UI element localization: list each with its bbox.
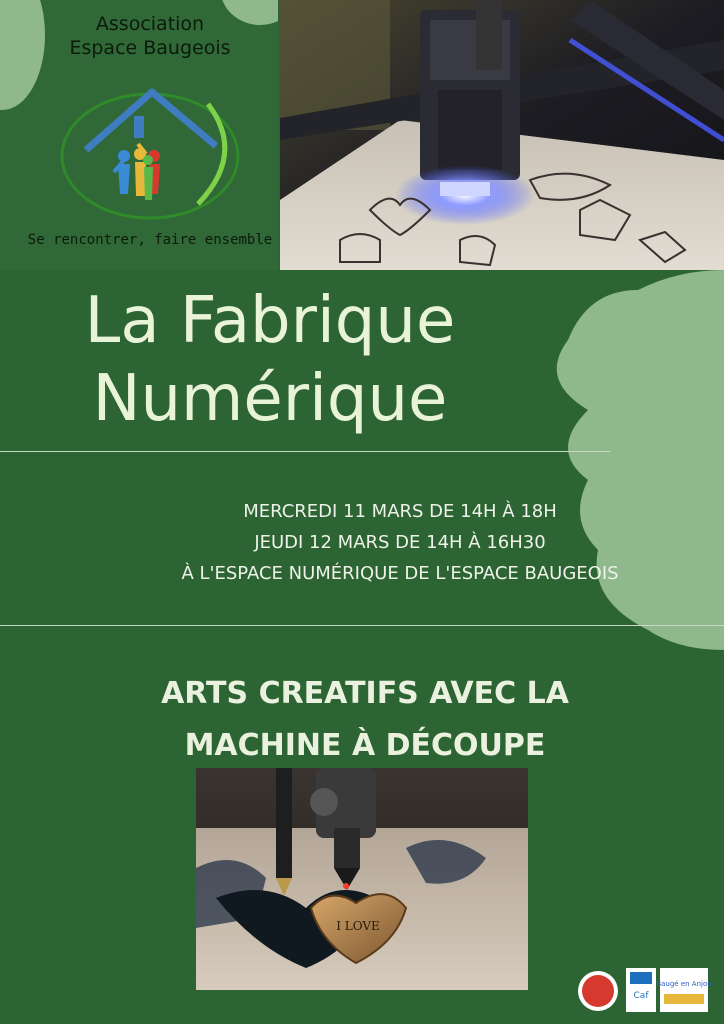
event-title <box>0 282 540 438</box>
divider <box>0 625 724 626</box>
association-name-line2: Espace Baugeois <box>69 37 231 59</box>
caf-label: Caf <box>633 991 649 1001</box>
community-seal-icon <box>582 975 614 1007</box>
laser-cut-heart-photo <box>196 768 528 990</box>
association-logo <box>58 84 244 226</box>
association-name-line1: Association <box>95 13 205 35</box>
activity-heading-line2: MACHINE À DÉCOUPE <box>184 728 546 763</box>
decorative-blob-right <box>528 270 724 650</box>
laser-machine-photo <box>280 0 724 270</box>
schedule-line2: JEUDI 12 MARS DE 14H À 16H30 <box>254 532 546 553</box>
activity-heading <box>60 668 670 772</box>
laser-cut-illustration <box>196 768 528 990</box>
schedule <box>140 496 660 589</box>
caf-logo-icon <box>630 972 652 984</box>
partner-logos-graphic <box>576 964 716 1014</box>
event-title-line2: Numérique <box>92 362 448 436</box>
laser-photo-illustration <box>280 0 724 270</box>
schedule-line1: MERCREDI 11 MARS DE 14H À 18H <box>243 501 557 522</box>
logo-panel <box>0 0 278 270</box>
bauge-label: Baugé en Anjou <box>656 980 712 988</box>
heart-engraving-text: I LOVE <box>336 919 380 933</box>
event-title-line1: La Fabrique <box>84 284 456 358</box>
schedule-line3: À L'ESPACE NUMÉRIQUE DE L'ESPACE BAUGEOIS <box>181 563 619 584</box>
divider <box>0 451 610 452</box>
bauge-logo-icon <box>664 994 704 1004</box>
partner-logos <box>576 964 716 1014</box>
association-name <box>0 12 278 60</box>
activity-heading-line1: ARTS CREATIFS AVEC LA <box>161 676 569 711</box>
association-tagline: Se rencontrer, faire ensemble <box>27 232 273 248</box>
